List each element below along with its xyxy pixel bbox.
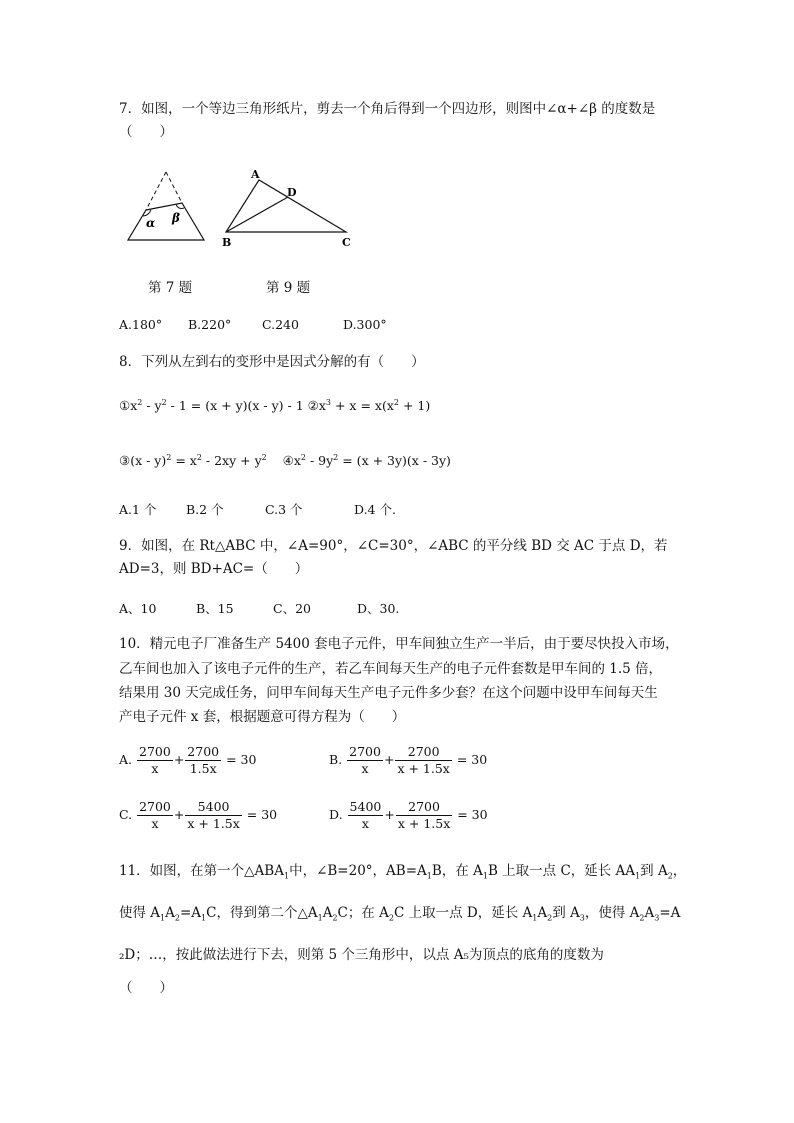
q11-stem-line3: ₂D；…，按此做法进行下去，则第 5 个三角形中，以点 A₅为顶点的底角的度数为	[119, 947, 604, 963]
q9-option-d: D、30.	[357, 601, 400, 616]
q9-stem-line1: 9．如图，在 Rt△ABC 中，∠A=90°，∠C=30°，∠ABC 的平分线 BD 交 AC 于点 D，若	[119, 538, 668, 554]
q7-stem-line2: （ ）	[119, 124, 173, 140]
q10-option-a-label: A.	[119, 752, 133, 767]
equation-rhs: = 30	[457, 807, 488, 822]
fig7-caption: 第 7 题	[148, 280, 193, 296]
fig9-label-b: B	[222, 236, 232, 249]
fraction: $\frac{2700}{x}$	[349, 744, 381, 776]
q8-option-c: C.3 个	[265, 502, 303, 517]
q9-option-b: B、15	[196, 601, 234, 616]
q7-option-d: D.300°	[343, 317, 387, 332]
q10-option-b-label: B.	[329, 752, 343, 767]
q10-option-c-label: C.	[119, 807, 133, 822]
fig7-quadrilateral	[128, 203, 204, 240]
q7-option-c: C.240	[262, 317, 299, 332]
q10-stem-line2: 乙车间也加入了该电子元件的生产，若乙车间每天生产的电子元件套数是甲车间的 1.5 倍，	[119, 661, 663, 677]
q10-stem-line3: 结果用 30 天完成任务，问甲车间每天生产电子元件多少套？在这个问题中设甲车间每天生	[119, 685, 658, 701]
fig7-dashed-right	[166, 172, 182, 203]
q11-stem-line1: 11．如图，在第一个$\triangle ABA_1$中，∠B=20°，$AB=A_1B$，在 $A_1B$ 上取一点 C，延长 $AA_1$到 $A_2$，	[119, 863, 687, 881]
q10-option-c: C. $\frac{2700}{x}$ + $\frac{5400}{x + 1.5x}$ = 30	[119, 799, 278, 831]
q10-option-a: A. $\frac{2700}{x}$ + $\frac{2700}{1.5x}$ = 30	[119, 744, 257, 776]
q8-option-d: D.4 个.	[354, 502, 396, 517]
fig7-label-alpha: α	[146, 216, 156, 230]
fraction: $\frac{5400}{x + 1.5x}$	[187, 799, 240, 831]
fraction: $\frac{2700}{x + 1.5x}$	[397, 799, 451, 831]
q8-expression-1-2: $①x^2 - y^2 - 1 = (x + y)(x - y) - 1$ $②x^3 + x = x(x^2 + 1)$	[119, 397, 431, 413]
fig9-label-c: C	[342, 236, 351, 249]
fig7-dashed-left	[146, 172, 166, 210]
q7-stem-line1: 7．如图，一个等边三角形纸片，剪去一个角后得到一个四边形，则图中∠α+∠β 的度数是	[119, 101, 656, 117]
fraction: $\frac{5400}{x}$	[349, 799, 382, 831]
equation-rhs: = 30	[246, 807, 278, 822]
fraction: $\frac{2700}{1.5x}$	[187, 744, 220, 776]
q9-option-a: A、10	[119, 601, 157, 616]
fraction: $\frac{2700}{x + 1.5x}$	[397, 744, 450, 776]
q8-option-b: B.2 个	[186, 502, 224, 517]
fig9-label-a: A	[251, 168, 260, 181]
q10-option-b: B. $\frac{2700}{x}$ + $\frac{2700}{x + 1.5x}$ = 30	[329, 744, 488, 776]
q9-option-c: C、20	[273, 601, 311, 616]
equation-rhs: = 30	[226, 752, 257, 767]
fraction: $\frac{2700}{x}$	[139, 799, 171, 831]
equation-rhs: = 30	[456, 752, 488, 767]
figure-7	[124, 170, 208, 246]
fig7-label-beta: β	[172, 211, 180, 225]
q10-option-d: D. $\frac{5400}{x}$ + $\frac{2700}{x + 1.5x}$ = 30	[329, 799, 488, 831]
q8-option-a: A.1 个	[119, 502, 157, 517]
fig9-label-d: D	[287, 186, 297, 199]
q7-option-b: B.220°	[188, 317, 232, 332]
fraction: $\frac{2700}{x}$	[139, 744, 171, 776]
q8-stem: 8．下列从左到右的变形中是因式分解的有（ ）	[119, 354, 425, 370]
q10-stem-line1: 10．精元电子厂准备生产 5400 套电子元件，甲车间独立生产一半后，由于要尽快投入市场，	[119, 636, 679, 652]
q10-stem-line4: 产电子元件 x 套，根据题意可得方程为（ ）	[119, 709, 406, 725]
fig9-bisector-bd	[226, 197, 288, 232]
fig9-triangle	[226, 180, 346, 232]
fig9-caption: 第 9 题	[266, 280, 311, 296]
q10-option-d-label: D.	[329, 807, 343, 822]
figure-9	[218, 166, 363, 252]
q9-stem-line2: AD=3，则 BD+AC=（ ）	[119, 561, 309, 577]
q11-stem-line2: 使得 $A_1A_2=A_1C$，得到第二个$\triangle A_1A_2C$；在 $A_2C$ 上取一点 D，延长 $A_1A_2$到 $A_3$，使得 $A_2A_3=A$	[119, 905, 681, 923]
q11-stem-line4: （ ）	[119, 980, 173, 996]
q8-expression-3-4: ③(x - $y)^2 = x^2 - 2xy + y^2$ $④x^2 - 9y^2 = (x + 3y)(x - 3y)$	[119, 452, 451, 468]
q7-option-a: A.180°	[119, 317, 163, 332]
